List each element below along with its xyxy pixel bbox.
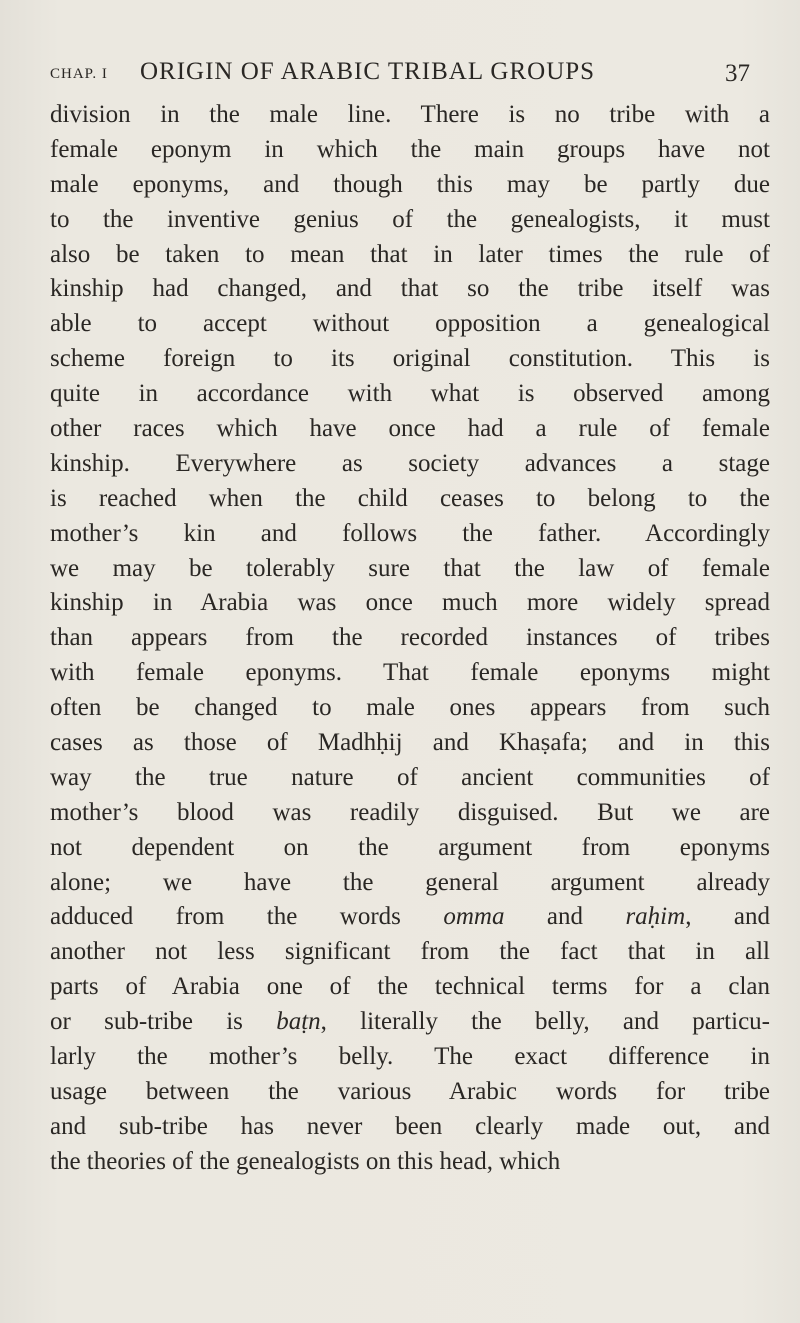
text-line: than appears from the recorded instances of tribes — [50, 624, 770, 652]
text-line: other races which have once had a rule of female — [50, 415, 770, 443]
text-line: often be changed to male ones appears from such — [50, 694, 770, 722]
text-line: is reached when the child ceases to belong to the — [50, 484, 770, 512]
italic-term: baṭn — [276, 1008, 321, 1036]
text-line: female eponym in which the main groups have not — [50, 135, 770, 163]
text-line: scheme foreign to its original constitution. This is — [50, 345, 770, 373]
text-line: with female eponyms. That female eponyms might — [50, 659, 770, 687]
text-line: usage between the various Arabic words for tribe — [50, 1077, 770, 1105]
text-line: to the inventive genius of the genealogists, it must — [50, 205, 770, 233]
italic-term: omma — [443, 903, 505, 931]
text-line: or sub-tribe is baṭn, literally the belly, and particu- — [50, 1008, 770, 1036]
text-line: adduced from the words omma and raḥim, and — [50, 903, 770, 931]
text-line: we may be tolerably sure that the law of female — [50, 554, 770, 582]
text-line: kinship had changed, and that so the tribe itself was — [50, 275, 770, 303]
text-line: another not less significant from the fact that in all — [50, 938, 770, 966]
body-text — [50, 98, 770, 1180]
text-line: mother’s blood was readily disguised. But we are — [50, 798, 770, 826]
text-line: not dependent on the argument from eponyms — [50, 833, 770, 861]
text-line: able to accept without opposition a genealogical — [50, 310, 770, 338]
text-line: way the true nature of ancient communities of — [50, 763, 770, 791]
italic-term: raḥim — [625, 903, 686, 931]
text-line: the theories of the genealogists on this head, which — [50, 1147, 561, 1175]
page-number: 37 — [725, 60, 750, 87]
text-line: division in the male line. There is no tribe with a — [50, 101, 770, 128]
text-line: kinship in Arabia was once much more widely spread — [50, 589, 770, 617]
text-line: also be taken to mean that in later times the rule of — [50, 240, 770, 268]
text-line: parts of Arabia one of the technical terms for a clan — [50, 973, 770, 1001]
text-line: quite in accordance with what is observed among — [50, 380, 770, 408]
text-line: kinship. Everywhere as society advances a stage — [50, 449, 770, 477]
running-title: ORIGIN OF ARABIC TRIBAL GROUPS — [140, 58, 596, 85]
text-line: male eponyms, and though this may be partly due — [50, 170, 770, 198]
text-line: mother’s kin and follows the father. Accordingly — [50, 519, 770, 547]
running-head — [50, 58, 750, 94]
text-line: alone; we have the general argument already — [50, 868, 770, 896]
text-line: cases as those of Madhḥij and Khaṣafa; and in this — [50, 729, 770, 757]
chapter-label: CHAP. I — [50, 66, 108, 82]
text-line: larly the mother’s belly. The exact difference in — [50, 1043, 770, 1071]
text-line: and sub-tribe has never been clearly made out, and — [50, 1112, 770, 1140]
